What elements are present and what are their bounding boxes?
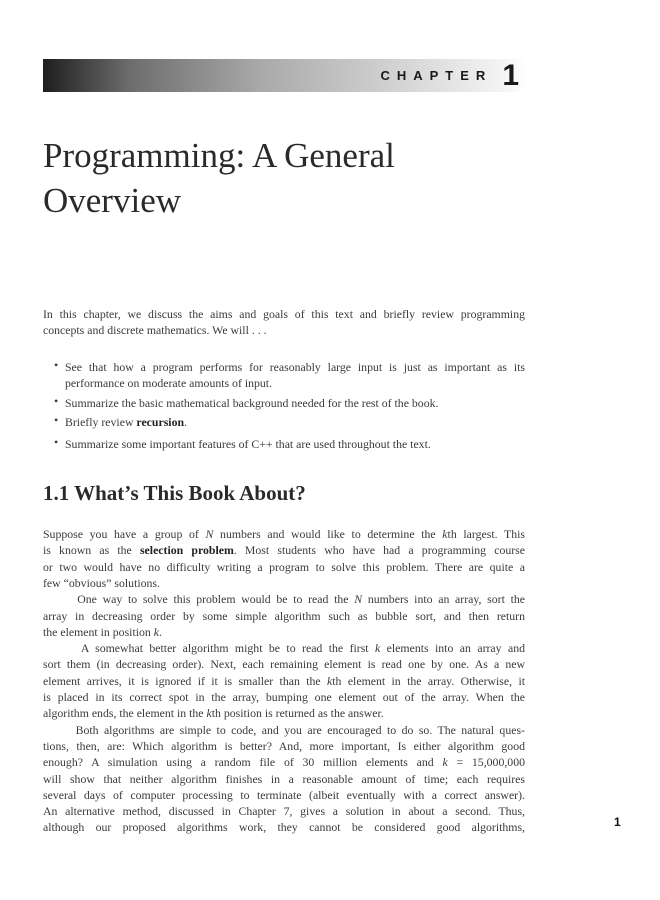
- bold-term: selection problem: [139, 543, 234, 558]
- chapter-word: CHAPTER: [380, 68, 493, 83]
- chapter-number: 1: [502, 58, 519, 92]
- text-run: is placed in its correct spot in the array, bumping one element out of the array. When the: [43, 690, 525, 704]
- text-run: A somewhat better algorithm might be to read the first: [43, 641, 375, 656]
- text-run: sort them (in decreasing order). Next, each remaining element is read one by one. As a new: [43, 657, 525, 672]
- bullet-item-line: [65, 375, 525, 391]
- bullet-icon: •: [54, 435, 59, 449]
- body-line: [43, 705, 525, 721]
- bold-term: recursion: [136, 415, 185, 429]
- text-run: tions, then, are: Which algorithm is better? And, more important, Is either algorithm good: [43, 738, 525, 753]
- text-run: elements into an array and: [380, 641, 526, 656]
- body-line: [43, 591, 525, 607]
- bullet-item-line: [65, 436, 525, 452]
- text-run: th position is returned as the answer.: [211, 706, 384, 721]
- text-run: See that how a program performs for reasonably large input is just as important as its: [65, 360, 525, 374]
- text-run: Briefly review: [65, 415, 137, 429]
- math-variable: N: [354, 592, 363, 607]
- math-variable: k: [206, 706, 212, 721]
- body-line: [43, 640, 525, 656]
- bullet-icon: •: [54, 413, 59, 427]
- bullet-item-line: [65, 395, 525, 411]
- text-run: Both algorithms are simple to code, and you are encouraged to do so. The natural ques-: [43, 722, 525, 737]
- text-run: enough? A simulation using a random file of 30 million elements and: [43, 755, 443, 770]
- body-line: [43, 689, 525, 705]
- text-run: = 15,000,000: [447, 755, 525, 770]
- text-run: th element in the array. Otherwise, it: [332, 673, 525, 688]
- text-run: . Most students who have had a programming course: [233, 543, 525, 558]
- chapter-title-line: Overview: [43, 181, 182, 220]
- body-line: [43, 803, 525, 819]
- math-variable: k: [375, 641, 381, 656]
- text-run: concepts and discrete mathematics. We will . . .: [43, 323, 267, 337]
- text-run: will show that neither algorithm finishes in a reasonable amount of time; each requires: [43, 771, 525, 786]
- text-run: is known as the: [43, 543, 140, 558]
- chapter-label: [380, 59, 519, 92]
- math-variable: k: [327, 673, 333, 688]
- text-run: .: [184, 415, 187, 429]
- math-variable: N: [205, 527, 214, 541]
- body-line: [43, 559, 525, 575]
- body-line: [43, 771, 525, 787]
- body-line: [43, 754, 525, 770]
- text-run: or two would have no difficulty writing a program to solve this problem. There are quite a: [43, 559, 525, 574]
- text-run: the element in position: [43, 624, 154, 639]
- text-run: although our proposed algorithms work, they cannot be considered good algorithms,: [43, 820, 525, 835]
- text-run: element arrives, it is ignored if it is smaller than the: [43, 673, 328, 688]
- text-run: .: [159, 624, 162, 639]
- bullet-item-line: [65, 414, 525, 430]
- body-line: [43, 819, 525, 835]
- text-run: numbers and would like to determine the: [213, 527, 443, 541]
- bullet-icon: •: [54, 394, 59, 408]
- text-run: One way to solve this problem would be to read the: [43, 592, 355, 607]
- text-run: array in decreasing order by some simple algorithm such as bubble sort, and then return: [43, 608, 525, 623]
- bullet-item-line: [65, 359, 525, 375]
- body-line: [43, 542, 525, 558]
- body-line: [43, 673, 525, 689]
- bullet-icon: •: [54, 358, 59, 372]
- chapter-banner: [43, 59, 527, 92]
- body-line: [43, 575, 525, 591]
- body-line: [43, 787, 525, 803]
- math-variable: k: [442, 755, 448, 770]
- chapter-title: [43, 133, 395, 223]
- math-variable: k: [153, 624, 159, 639]
- page-number: 1: [614, 815, 621, 829]
- text-run: An alternative method, discussed in Chapter 7, gives a solution in about a second. Thus,: [43, 804, 525, 819]
- text-run: Summarize some important features of C++ that are used throughout the text.: [65, 437, 431, 451]
- text-run: several days of computer processing to terminate (albeit eventually with a correct answer).: [43, 787, 525, 802]
- text-run: Suppose you have a group of: [43, 527, 206, 541]
- text-run: algorithm ends, the element in the: [43, 706, 207, 721]
- section-heading: 1.1 What’s This Book About?: [43, 481, 306, 505]
- intro-line: [43, 322, 525, 338]
- math-variable: k: [442, 527, 448, 541]
- text-run: performance on moderate amounts of input.: [65, 376, 273, 390]
- body-line: [43, 526, 525, 542]
- text-run: Summarize the basic mathematical background needed for the rest of the book.: [65, 396, 439, 410]
- body-line: [43, 738, 525, 754]
- body-line: [43, 608, 525, 624]
- chapter-title-line: Programming: A General: [43, 136, 395, 175]
- text-run: numbers into an array, sort the: [362, 592, 525, 607]
- text-run: few “obvious” solutions.: [43, 575, 160, 590]
- text-run: In this chapter, we discuss the aims and goals of this text and briefly review programming: [43, 307, 525, 321]
- body-line: [43, 624, 525, 640]
- body-line: [43, 722, 525, 738]
- intro-line: [43, 306, 525, 322]
- body-line: [43, 656, 525, 672]
- text-run: th largest. This: [447, 527, 525, 541]
